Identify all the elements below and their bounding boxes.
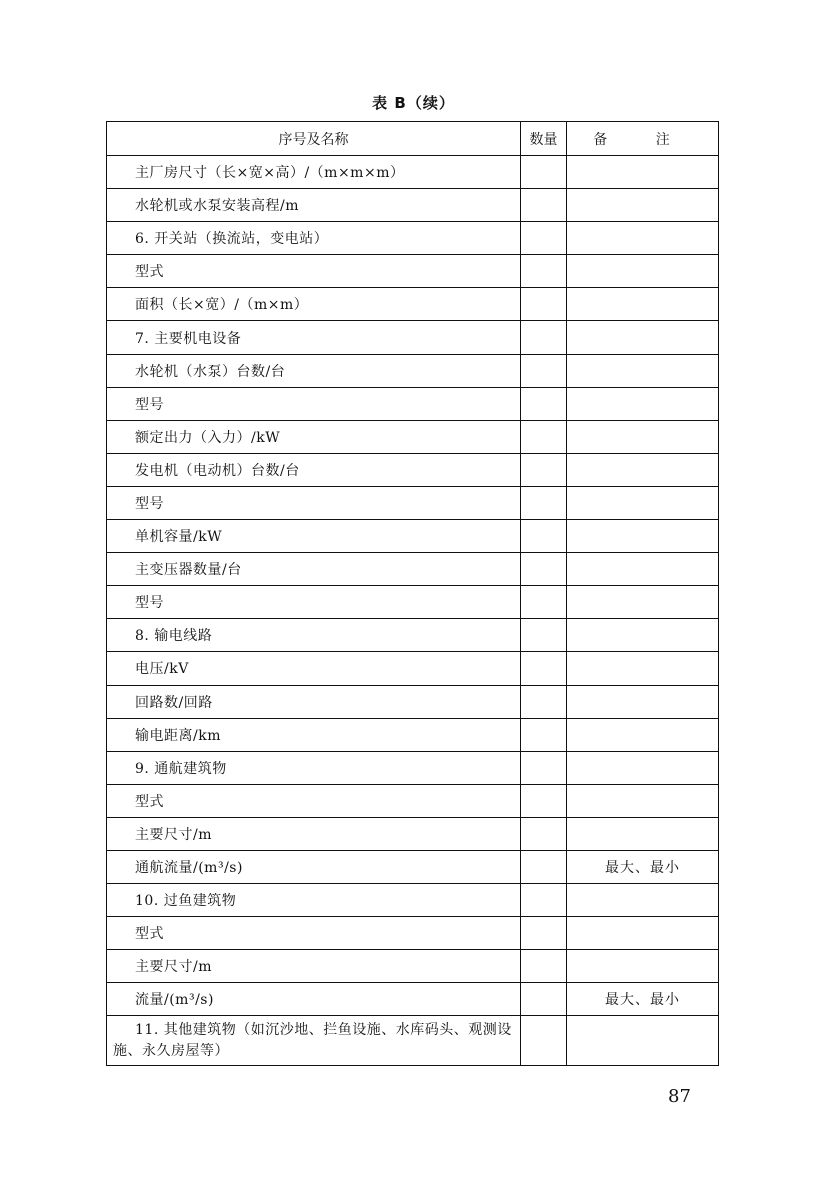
row-note <box>567 784 719 817</box>
row-note <box>567 189 719 222</box>
row-note <box>567 1016 719 1066</box>
row-qty <box>521 222 567 255</box>
row-name: 面积（长×宽）/（m×m） <box>107 288 521 321</box>
table-row <box>107 983 719 1016</box>
row-qty <box>521 420 567 453</box>
row-note <box>567 652 719 685</box>
row-note <box>567 222 719 255</box>
table-row <box>107 288 719 321</box>
row-name: 型式 <box>107 784 521 817</box>
row-qty <box>521 387 567 420</box>
row-note <box>567 156 719 189</box>
table-row <box>107 255 719 288</box>
table-row <box>107 619 719 652</box>
row-name: 通航流量/(m³/s) <box>107 850 521 883</box>
row-note: 最大、最小 <box>567 850 719 883</box>
row-name: 额定出力（入力）/kW <box>107 420 521 453</box>
row-qty <box>521 486 567 519</box>
table-row <box>107 751 719 784</box>
row-qty <box>521 652 567 685</box>
row-qty <box>521 983 567 1016</box>
row-note <box>567 453 719 486</box>
header-row <box>107 122 719 156</box>
row-name: 型式 <box>107 255 521 288</box>
table-row <box>107 156 719 189</box>
row-qty <box>521 917 567 950</box>
table-header <box>107 122 719 156</box>
row-name: 型号 <box>107 586 521 619</box>
row-name: 型号 <box>107 387 521 420</box>
table-body <box>107 156 719 1066</box>
row-name: 发电机（电动机）台数/台 <box>107 453 521 486</box>
row-name: 型式 <box>107 917 521 950</box>
row-note <box>567 288 719 321</box>
table-row <box>107 354 719 387</box>
row-qty <box>521 255 567 288</box>
row-name: 6. 开关站（换流站，变电站） <box>107 222 521 255</box>
table-row <box>107 321 719 354</box>
table-row <box>107 917 719 950</box>
row-name: 水轮机或水泵安装高程/m <box>107 189 521 222</box>
table-row <box>107 817 719 850</box>
row-name: 主要尺寸/m <box>107 817 521 850</box>
table-row <box>107 652 719 685</box>
header-note-text: 备 注 <box>593 131 692 148</box>
table-row <box>107 685 719 718</box>
row-name: 回路数/回路 <box>107 685 521 718</box>
row-note <box>567 619 719 652</box>
table-row <box>107 718 719 751</box>
row-name: 输电距离/km <box>107 718 521 751</box>
row-qty <box>521 751 567 784</box>
header-name: 序号及名称 <box>107 122 521 156</box>
row-qty <box>521 288 567 321</box>
row-qty <box>521 950 567 983</box>
row-note <box>567 387 719 420</box>
table-row <box>107 586 719 619</box>
row-note <box>567 321 719 354</box>
row-name: 单机容量/kW <box>107 520 521 553</box>
row-qty <box>521 321 567 354</box>
table-row <box>107 884 719 917</box>
row-qty <box>521 586 567 619</box>
row-qty <box>521 817 567 850</box>
row-note: 最大、最小 <box>567 983 719 1016</box>
spec-table <box>106 121 719 1066</box>
table-row <box>107 486 719 519</box>
row-qty <box>521 784 567 817</box>
row-note <box>567 486 719 519</box>
row-name: 流量/(m³/s) <box>107 983 521 1016</box>
table-row <box>107 453 719 486</box>
row-name: 7. 主要机电设备 <box>107 321 521 354</box>
row-name: 电压/kV <box>107 652 521 685</box>
row-qty <box>521 685 567 718</box>
table-row <box>107 553 719 586</box>
row-qty <box>521 619 567 652</box>
row-qty <box>521 884 567 917</box>
row-qty <box>521 156 567 189</box>
table-row <box>107 420 719 453</box>
row-note <box>567 354 719 387</box>
row-note <box>567 586 719 619</box>
table-row <box>107 222 719 255</box>
header-note <box>567 122 719 156</box>
row-qty <box>521 553 567 586</box>
row-note <box>567 553 719 586</box>
row-qty <box>521 453 567 486</box>
row-name: 9. 通航建筑物 <box>107 751 521 784</box>
row-note <box>567 255 719 288</box>
table-row <box>107 950 719 983</box>
row-note <box>567 420 719 453</box>
row-note <box>567 917 719 950</box>
row-name: 主要尺寸/m <box>107 950 521 983</box>
row-name: 水轮机（水泵）台数/台 <box>107 354 521 387</box>
table-row <box>107 850 719 883</box>
row-note <box>567 685 719 718</box>
table-row <box>107 189 719 222</box>
row-note <box>567 950 719 983</box>
row-qty <box>521 718 567 751</box>
table-caption: 表 B（续） <box>372 94 455 112</box>
table-row <box>107 784 719 817</box>
table-row <box>107 1016 719 1066</box>
row-qty <box>521 1016 567 1066</box>
row-name: 11. 其他建筑物（如沉沙地、拦鱼设施、水库码头、观测设施、永久房屋等） <box>107 1016 521 1066</box>
row-name: 主变压器数量/台 <box>107 553 521 586</box>
row-note <box>567 520 719 553</box>
row-name: 主厂房尺寸（长×宽×高）/（m×m×m） <box>107 156 521 189</box>
row-name: 8. 输电线路 <box>107 619 521 652</box>
row-note <box>567 718 719 751</box>
header-qty: 数量 <box>521 122 567 156</box>
row-name: 型号 <box>107 486 521 519</box>
row-name: 10. 过鱼建筑物 <box>107 884 521 917</box>
page-number: 87 <box>668 1086 691 1107</box>
row-note <box>567 751 719 784</box>
row-qty <box>521 354 567 387</box>
row-qty <box>521 520 567 553</box>
table-row <box>107 520 719 553</box>
row-qty <box>521 850 567 883</box>
table-row <box>107 387 719 420</box>
row-note <box>567 817 719 850</box>
row-qty <box>521 189 567 222</box>
row-note <box>567 884 719 917</box>
